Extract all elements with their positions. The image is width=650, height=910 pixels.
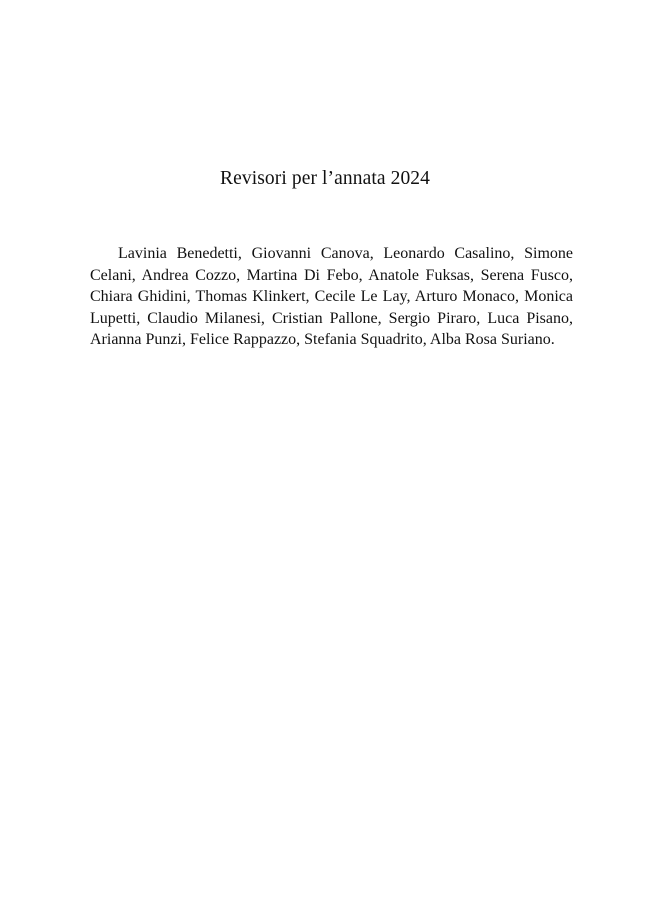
page-title: Revisori per l’annata 2024 (220, 168, 430, 189)
reviewers-list: Lavinia Benedetti, Giovanni Canova, Leonardo Casalino, Simone Celani, Andrea Cozzo, Martina Di Febo, Anatole Fuksas, Serena Fusco, Chiara Ghidini, Thomas Klinkert, Cecile Le Lay, Arturo Monaco, Monica Lupetti, Claudio Milanesi, Cristian Pallone, Sergio Piraro, Luca Pisano, Arianna Punzi, Felice Rappazzo, Stefania Squadrito, Alba Rosa Suriano. (90, 245, 573, 348)
